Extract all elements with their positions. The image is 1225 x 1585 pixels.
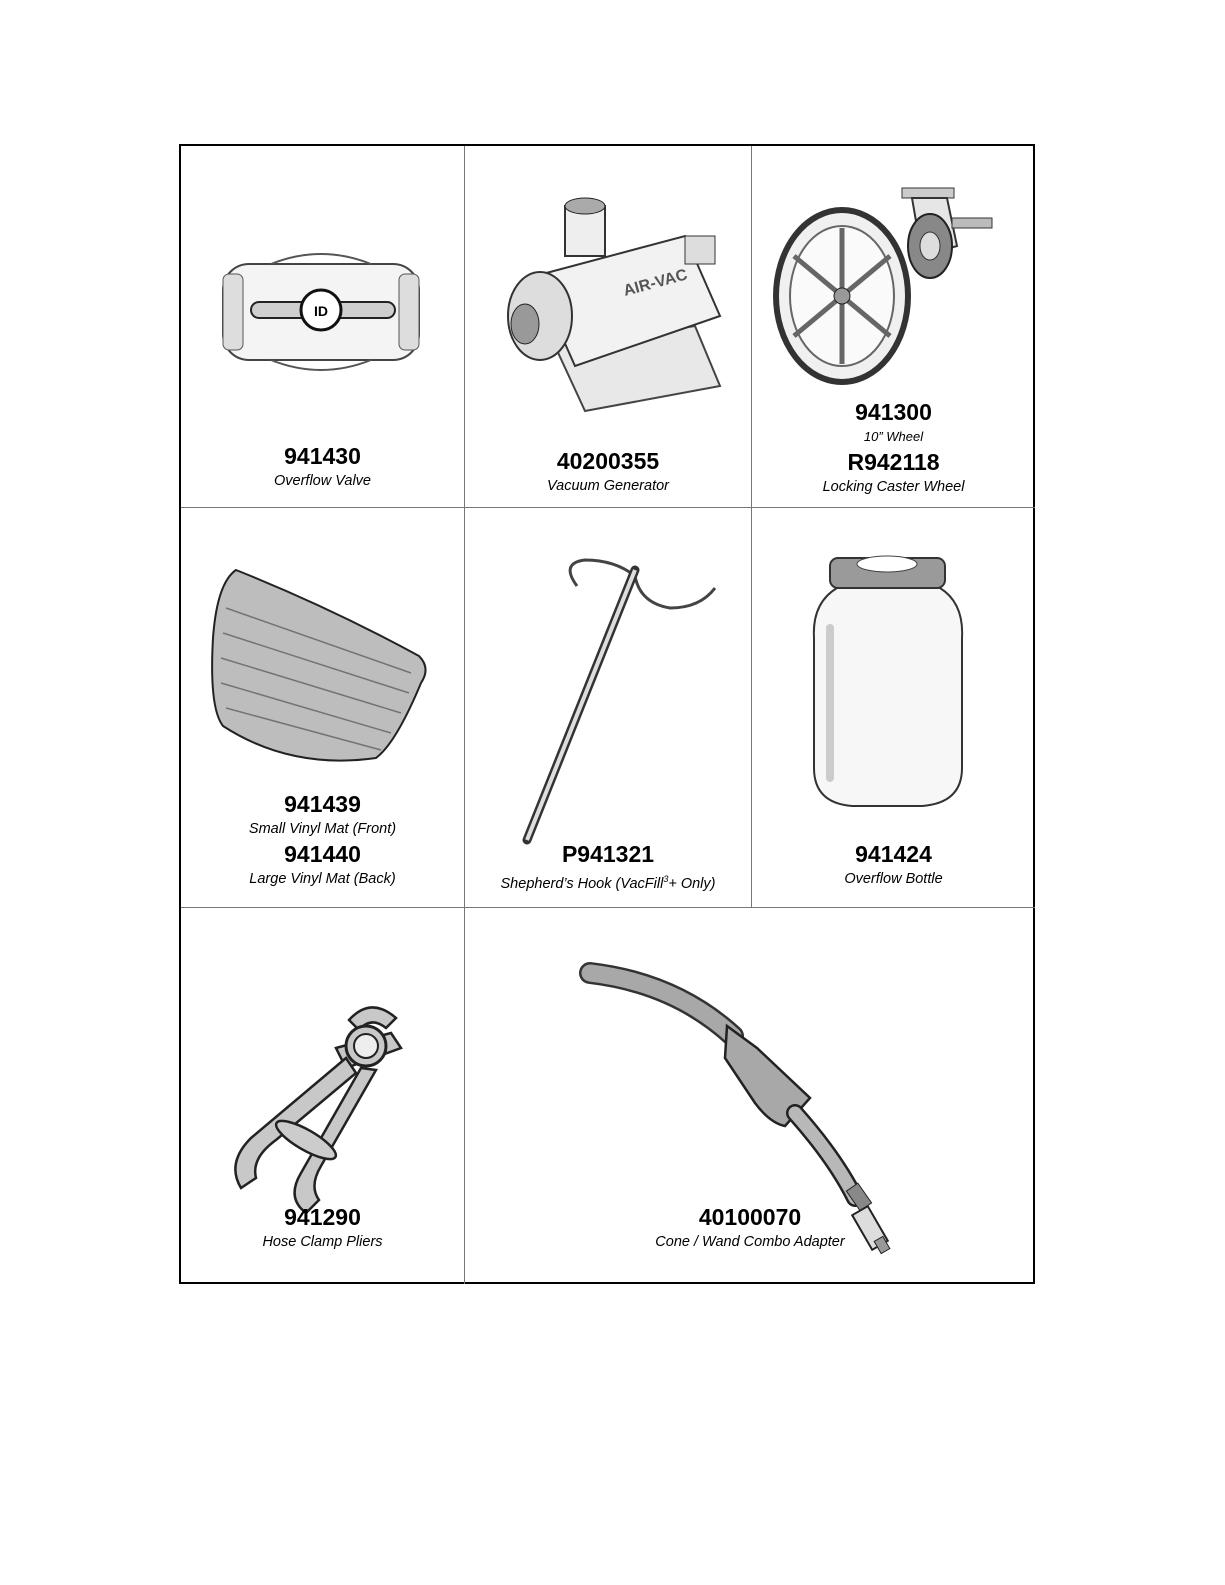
part-name: Small Vinyl Mat (Front) (248, 821, 397, 837)
part-name-superscript: 3 (663, 874, 669, 884)
part-name: 10” Wheel (863, 429, 924, 444)
part-name: Large Vinyl Mat (Back) (249, 871, 396, 887)
cell-vacuum-generator (465, 146, 752, 508)
cell-hose-clamp-pliers (181, 908, 465, 1284)
cell-cone-wand-adapter (465, 908, 1035, 1284)
part-name: Locking Caster Wheel (822, 479, 965, 495)
part-name: Vacuum Generator (547, 478, 669, 494)
part-number: 40200355 (556, 448, 660, 474)
part-number: 40100070 (698, 1204, 802, 1230)
svg-text:ID: ID (314, 303, 328, 319)
part-number: 941290 (284, 1204, 361, 1230)
part-name: Overflow Valve (274, 473, 371, 489)
part-name-main: Shepherd’s Hook (VacFill (500, 875, 664, 892)
part-number: 941424 (855, 841, 932, 867)
part-number: R942118 (847, 449, 940, 475)
part-name (465, 870, 751, 893)
parts-grid (179, 144, 1035, 1284)
cell-overflow-valve (181, 146, 465, 508)
cell-wheels (752, 146, 1035, 508)
svg-text:AIR-VAC: AIR-VAC (621, 266, 690, 300)
part-number: P941321 (561, 841, 655, 867)
part-number: 941430 (284, 443, 361, 469)
cell-vinyl-mats (181, 508, 465, 908)
part-number: 941440 (284, 841, 361, 867)
part-name: Overflow Bottle (844, 871, 943, 887)
part-number: 941439 (284, 791, 361, 817)
cell-overflow-bottle (752, 508, 1035, 908)
part-name: Hose Clamp Pliers (262, 1234, 383, 1250)
part-name-suffix: + Only) (668, 875, 716, 892)
part-number: 941300 (855, 399, 932, 425)
cell-shepherds-hook (465, 508, 752, 908)
part-name: Cone / Wand Combo Adapter (655, 1234, 845, 1250)
